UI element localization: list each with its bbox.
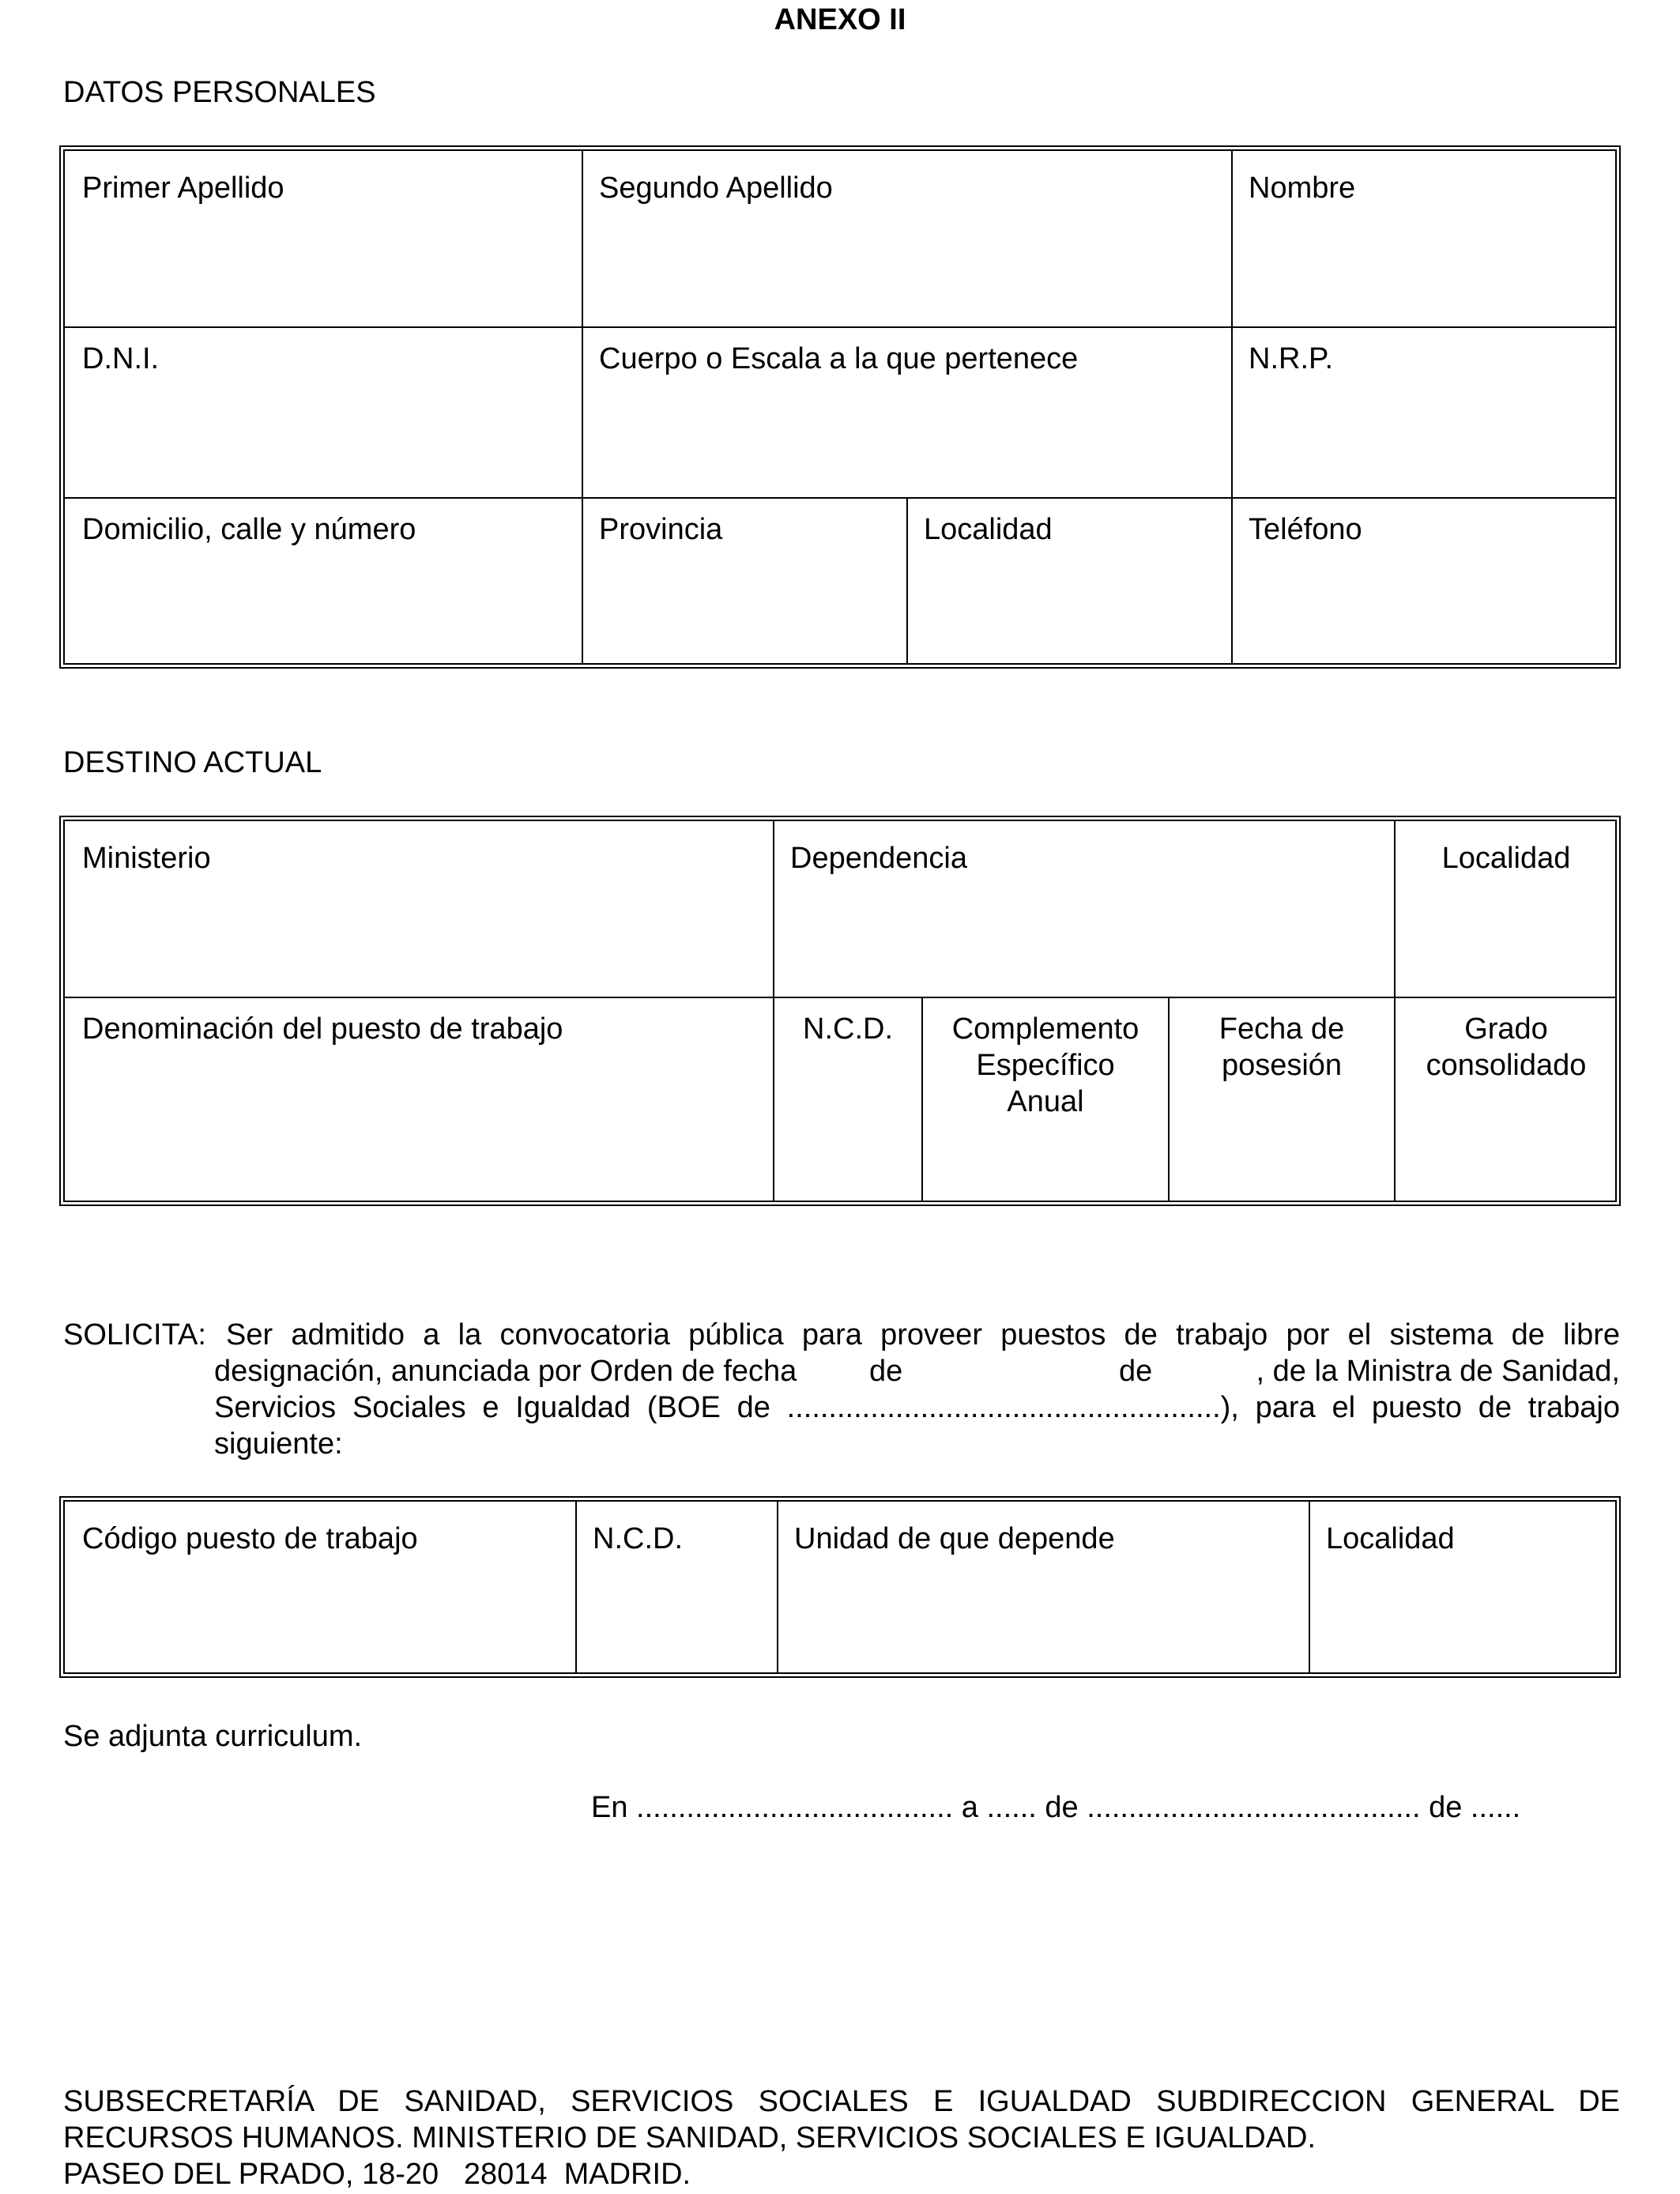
row-divider (65, 497, 1615, 499)
puesto-solicitado-table (59, 1496, 1621, 1678)
solicita-line: Servicios Sociales e Igualdad (BOE de ....................................................), para el puesto de trabajo (214, 1391, 1620, 1424)
telefono-field[interactable]: Teléfono (1249, 513, 1362, 546)
solicita-line: , de la Ministra de Sanidad, (1256, 1355, 1620, 1388)
complemento-line: Específico (976, 1049, 1115, 1082)
ncd-field[interactable]: N.C.D. (803, 1012, 893, 1046)
row-divider (65, 326, 1615, 328)
complemento-line: Anual (1007, 1085, 1084, 1118)
fecha-line: Fecha de (1219, 1012, 1345, 1046)
complemento-line: Complemento (951, 1012, 1139, 1046)
provincia-field[interactable]: Provincia (599, 513, 723, 546)
segundo-apellido-field[interactable]: Segundo Apellido (599, 172, 833, 205)
unidad-depende-field[interactable]: Unidad de que depende (794, 1522, 1115, 1555)
solicita-label: SOLICITA: (63, 1318, 206, 1351)
codigo-puesto-field[interactable]: Código puesto de trabajo (82, 1522, 418, 1555)
column-divider (1231, 151, 1233, 663)
row-divider (65, 997, 1615, 998)
datos-personales-table (59, 145, 1621, 669)
dependencia-field[interactable]: Dependencia (790, 842, 967, 875)
solicita-line: designación, anunciada por Orden de fecha (214, 1355, 797, 1388)
nrp-field[interactable]: N.R.P. (1249, 342, 1334, 375)
solicita-line: siguiente: (214, 1427, 343, 1461)
grado-line: consolidado (1426, 1049, 1587, 1082)
solicita-paragraph (63, 1317, 1620, 1462)
solicita-line: Ser admitido a la convocatoria pública para proveer puestos de trabajo por el sistema de libre (226, 1318, 1620, 1351)
grado-line: Grado (1464, 1012, 1548, 1046)
cuerpo-escala-field[interactable]: Cuerpo o Escala a la que pertenece (599, 342, 1079, 375)
domicilio-field[interactable]: Domicilio, calle y número (82, 513, 416, 546)
footer-address (63, 2083, 1620, 2192)
ministerio-field[interactable]: Ministerio (82, 842, 211, 875)
footer-line: RECURSOS HUMANOS. MINISTERIO DE SANIDAD, SERVICIOS SOCIALES E IGUALDAD. (63, 2121, 1317, 2154)
page-title: ANEXO II (774, 3, 906, 36)
solicita-line: de (869, 1355, 903, 1388)
localidad-destino-field[interactable]: Localidad (1441, 842, 1571, 875)
datos-personales-heading: DATOS PERSONALES (63, 76, 376, 109)
nombre-field[interactable]: Nombre (1249, 172, 1356, 205)
dni-field[interactable]: D.N.I. (82, 342, 160, 375)
solicita-line: de (1119, 1355, 1153, 1388)
column-divider (1309, 1502, 1310, 1672)
localidad-solicitado-field[interactable]: Localidad (1326, 1522, 1455, 1555)
primer-apellido-field[interactable]: Primer Apellido (82, 172, 284, 205)
column-divider (575, 1502, 577, 1672)
fecha-lugar-line: En ...................................... a ...... de ........................................ de ...... (591, 1791, 1521, 1824)
column-divider (777, 1502, 778, 1672)
fecha-posesion-field[interactable] (1170, 1011, 1394, 1084)
destino-actual-table (59, 816, 1621, 1206)
localidad-field[interactable]: Localidad (924, 513, 1053, 546)
grado-consolidado-field[interactable] (1396, 1011, 1617, 1084)
adjunta-curriculum: Se adjunta curriculum. (63, 1720, 363, 1753)
fecha-line: posesión (1221, 1049, 1343, 1082)
denominacion-puesto-field[interactable]: Denominación del puesto de trabajo (82, 1012, 563, 1046)
ncd-solicitado-field[interactable]: N.C.D. (593, 1522, 683, 1555)
destino-actual-heading: DESTINO ACTUAL (63, 746, 322, 779)
complemento-especifico-field[interactable] (923, 1011, 1168, 1120)
column-divider (582, 151, 583, 663)
footer-line: SUBSECRETARÍA DE SANIDAD, SERVICIOS SOCIALES E IGUALDAD SUBDIRECCION GENERAL DE (63, 2085, 1620, 2118)
footer-line: PASEO DEL PRADO, 18-20 28014 MADRID. (63, 2158, 691, 2191)
column-divider (906, 499, 908, 663)
